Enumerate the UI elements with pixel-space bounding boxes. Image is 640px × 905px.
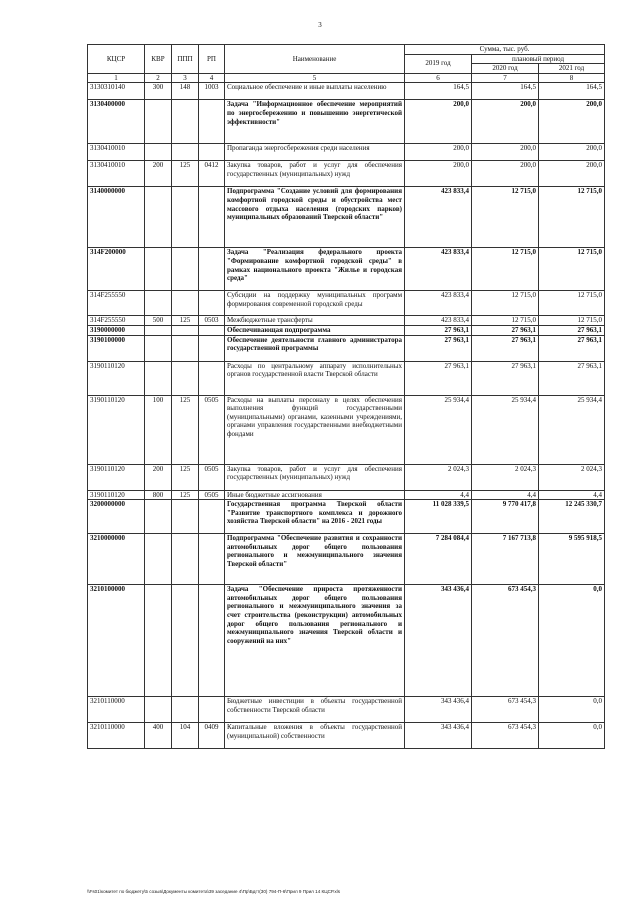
sum-2020-cell: 4,4 [472, 490, 539, 500]
rp-cell [199, 500, 225, 534]
sum-2021-cell: 25 934,4 [539, 395, 605, 464]
header-kcsr: КЦСР [88, 45, 145, 74]
sum-2019-cell: 200,0 [405, 161, 472, 187]
sum-2021-cell: 200,0 [539, 161, 605, 187]
name-cell: Межбюджетные трансферты [225, 316, 405, 326]
ppp-cell: 148 [172, 83, 199, 100]
sum-2019-cell: 423 833,4 [405, 187, 472, 248]
kcsr-cell: 3210110000 [88, 697, 145, 723]
table-row [88, 144, 605, 161]
table-row [88, 316, 605, 326]
header-ppp: ППП [172, 45, 199, 74]
rp-cell [199, 144, 225, 161]
kvr-cell [145, 325, 172, 335]
index-cell: 1 [88, 73, 145, 83]
sum-2019-cell: 343 436,4 [405, 585, 472, 697]
kcsr-cell: 3210000000 [88, 534, 145, 585]
kcsr-cell: 3190110120 [88, 490, 145, 500]
sum-2020-cell: 673 454,3 [472, 585, 539, 697]
name-cell: Иные бюджетные ассигнования [225, 490, 405, 500]
index-cell: 8 [539, 73, 605, 83]
kvr-cell [145, 335, 172, 361]
kcsr-cell: 3190110120 [88, 395, 145, 464]
sum-2019-cell: 11 028 339,5 [405, 500, 472, 534]
table-row [88, 361, 605, 395]
rp-cell [199, 291, 225, 316]
ppp-cell: 125 [172, 161, 199, 187]
rp-cell [199, 335, 225, 361]
name-cell: Задача "Информационное обеспечение мероприятий по энергосбережению и повышению энергетической эффективности" [225, 100, 405, 144]
kcsr-cell: 3190110120 [88, 361, 145, 395]
sum-2021-cell: 12 715,0 [539, 248, 605, 291]
ppp-cell [172, 325, 199, 335]
index-cell: 5 [225, 73, 405, 83]
table-row [88, 100, 605, 144]
table-row [88, 187, 605, 248]
table-row [88, 395, 605, 464]
kcsr-cell: 3200000000 [88, 500, 145, 534]
ppp-cell [172, 585, 199, 697]
sum-2020-cell: 7 167 713,8 [472, 534, 539, 585]
table-row [88, 83, 605, 100]
sum-2020-cell: 200,0 [472, 161, 539, 187]
index-cell: 7 [472, 73, 539, 83]
rp-cell: 1003 [199, 83, 225, 100]
rp-cell: 0505 [199, 395, 225, 464]
sum-2019-cell: 164,5 [405, 83, 472, 100]
kcsr-cell: 314F255550 [88, 291, 145, 316]
kvr-cell: 500 [145, 316, 172, 326]
page-number: 3 [318, 21, 322, 29]
name-cell: Закупка товаров, работ и услуг для обеспечения государственных (муниципальных) нужд [225, 161, 405, 187]
kcsr-cell: 3130410010 [88, 161, 145, 187]
name-cell: Бюджетные инвестиции в объекты государственной собственности Тверской области [225, 697, 405, 723]
rp-cell: 0412 [199, 161, 225, 187]
table-body [88, 83, 605, 749]
header-2019: 2019 год [405, 54, 472, 73]
sum-2021-cell: 0,0 [539, 585, 605, 697]
sum-2019-cell: 4,4 [405, 490, 472, 500]
sum-2020-cell: 27 963,1 [472, 335, 539, 361]
table-row [88, 585, 605, 697]
kvr-cell [145, 144, 172, 161]
name-cell: Социальное обеспечение и иные выплаты населению [225, 83, 405, 100]
sum-2021-cell: 9 595 918,5 [539, 534, 605, 585]
name-cell: Расходы по центральному аппарату исполнительных органов государственной власти Тверской области [225, 361, 405, 395]
ppp-cell [172, 534, 199, 585]
name-cell: Подпрограмма "Обеспечение развития и сохранности автомобильных дорог общего пользования регионального и межмуниципального значения Тверской области" [225, 534, 405, 585]
kvr-cell [145, 187, 172, 248]
table-row [88, 248, 605, 291]
sum-2020-cell: 2 024,3 [472, 464, 539, 490]
sum-2021-cell: 4,4 [539, 490, 605, 500]
ppp-cell [172, 697, 199, 723]
header-rp: РП [199, 45, 225, 74]
sum-2020-cell: 12 715,0 [472, 316, 539, 326]
name-cell: Подпрограмма "Создание условий для формирования комфортной городской среды и обустройства мест массового отдыха населения (городских парков) муниципальных образований Тверской области" [225, 187, 405, 248]
header-sum: Сумма, тыс. руб. [405, 45, 605, 55]
table-row [88, 464, 605, 490]
sum-2021-cell: 200,0 [539, 100, 605, 144]
sum-2019-cell: 423 833,4 [405, 291, 472, 316]
ppp-cell [172, 291, 199, 316]
kvr-cell [145, 291, 172, 316]
rp-cell [199, 100, 225, 144]
rp-cell [199, 585, 225, 697]
sum-2021-cell: 12 715,0 [539, 316, 605, 326]
name-cell: Обеспечивающая подпрограмма [225, 325, 405, 335]
ppp-cell: 104 [172, 723, 199, 749]
rp-cell: 0505 [199, 490, 225, 500]
name-cell: Задача "Обеспечение прироста протяженности автомобильных дорог общего пользования регионального и межмуниципального значения за счет строительства (реконструкции) автомобильных дорог общего пользования регионального и межмуниципального значения Тверской области и сооружений на них" [225, 585, 405, 697]
sum-2021-cell: 27 963,1 [539, 335, 605, 361]
rp-cell [199, 361, 225, 395]
sum-2021-cell: 164,5 [539, 83, 605, 100]
kvr-cell [145, 361, 172, 395]
kcsr-cell: 3130400000 [88, 100, 145, 144]
ppp-cell: 125 [172, 395, 199, 464]
sum-2020-cell: 200,0 [472, 100, 539, 144]
table-row [88, 291, 605, 316]
kvr-cell [145, 248, 172, 291]
ppp-cell [172, 335, 199, 361]
ppp-cell [172, 361, 199, 395]
kvr-cell [145, 697, 172, 723]
sum-2020-cell: 27 963,1 [472, 361, 539, 395]
sum-2021-cell: 27 963,1 [539, 361, 605, 395]
kcsr-cell: 3190100000 [88, 335, 145, 361]
sum-2020-cell: 12 715,0 [472, 187, 539, 248]
index-cell: 3 [172, 73, 199, 83]
ppp-cell [172, 100, 199, 144]
kvr-cell: 100 [145, 395, 172, 464]
ppp-cell [172, 500, 199, 534]
index-cell: 2 [145, 73, 172, 83]
sum-2021-cell: 12 245 330,7 [539, 500, 605, 534]
sum-2021-cell: 0,0 [539, 697, 605, 723]
sum-2019-cell: 423 833,4 [405, 316, 472, 326]
table-row [88, 534, 605, 585]
ppp-cell: 125 [172, 490, 199, 500]
sum-2020-cell: 25 934,4 [472, 395, 539, 464]
sum-2019-cell: 27 963,1 [405, 361, 472, 395]
sum-2020-cell: 673 454,3 [472, 697, 539, 723]
kvr-cell: 800 [145, 490, 172, 500]
kvr-cell: 400 [145, 723, 172, 749]
rp-cell: 0505 [199, 464, 225, 490]
rp-cell [199, 534, 225, 585]
ppp-cell: 125 [172, 316, 199, 326]
kcsr-cell: 3130410010 [88, 144, 145, 161]
sum-2019-cell: 7 284 084,4 [405, 534, 472, 585]
name-cell: Государственная программа Тверской области "Развитие транспортного комплекса и дорожного хозяйства Тверской области" на 2016 - 2021 годы [225, 500, 405, 534]
rp-cell [199, 697, 225, 723]
budget-table [87, 44, 605, 749]
sum-2019-cell: 343 436,4 [405, 723, 472, 749]
kvr-cell: 200 [145, 464, 172, 490]
name-cell: Обеспечение деятельности главного администратора государственной программы [225, 335, 405, 361]
kvr-cell: 300 [145, 83, 172, 100]
kcsr-cell: 314F200000 [88, 248, 145, 291]
sum-2021-cell: 0,0 [539, 723, 605, 749]
sum-2019-cell: 423 833,4 [405, 248, 472, 291]
kvr-cell [145, 585, 172, 697]
header-name: Наименование [225, 45, 405, 74]
sum-2020-cell: 27 963,1 [472, 325, 539, 335]
sum-2020-cell: 200,0 [472, 144, 539, 161]
sum-2019-cell: 200,0 [405, 144, 472, 161]
name-cell: Пропаганда энергосбережения среди населения [225, 144, 405, 161]
sum-2019-cell: 27 963,1 [405, 325, 472, 335]
rp-cell [199, 187, 225, 248]
kcsr-cell: 314F255550 [88, 316, 145, 326]
file-path-footer: \\Fs01\комитет по бюджету\5 созыв\Документы комитета\39 заседание 4\Пр\Бдгт(30) 794-П-6\Прил 9 Прил 14 КЦСР.xls [87, 889, 340, 894]
kvr-cell: 200 [145, 161, 172, 187]
ppp-cell [172, 187, 199, 248]
kcsr-cell: 3190110120 [88, 464, 145, 490]
sum-2019-cell: 27 963,1 [405, 335, 472, 361]
rp-cell [199, 325, 225, 335]
kcsr-cell: 3140000000 [88, 187, 145, 248]
sum-2019-cell: 200,0 [405, 100, 472, 144]
sum-2021-cell: 12 715,0 [539, 187, 605, 248]
rp-cell: 0503 [199, 316, 225, 326]
table-row [88, 161, 605, 187]
sum-2021-cell: 2 024,3 [539, 464, 605, 490]
name-cell: Капитальные вложения в объекты государственной (муниципальной) собственности [225, 723, 405, 749]
index-cell: 4 [199, 73, 225, 83]
sum-2021-cell: 27 963,1 [539, 325, 605, 335]
kvr-cell [145, 100, 172, 144]
name-cell: Расходы на выплаты персоналу в целях обеспечения выполнения функций государственными (муниципальными) органами, казенными учреждениями, органами управления государственными внебюджетными фондами [225, 395, 405, 464]
name-cell: Задача "Реализация федерального проекта "Формирование комфортной городской среды" в рамках национального проекта "Жилье и городская среда" [225, 248, 405, 291]
table-row [88, 335, 605, 361]
table-row [88, 723, 605, 749]
table-row [88, 490, 605, 500]
header-2021: 2021 год [539, 64, 605, 74]
sum-2020-cell: 12 715,0 [472, 291, 539, 316]
ppp-cell [172, 144, 199, 161]
sum-2020-cell: 12 715,0 [472, 248, 539, 291]
kvr-cell [145, 500, 172, 534]
table-row [88, 697, 605, 723]
table-row [88, 325, 605, 335]
sum-2019-cell: 2 024,3 [405, 464, 472, 490]
kcsr-cell: 3190000000 [88, 325, 145, 335]
kvr-cell [145, 534, 172, 585]
rp-cell [199, 248, 225, 291]
table-row [88, 500, 605, 534]
sum-2021-cell: 12 715,0 [539, 291, 605, 316]
header-2020: 2020 год [472, 64, 539, 74]
sum-2019-cell: 343 436,4 [405, 697, 472, 723]
index-cell: 6 [405, 73, 472, 83]
header-plan: плановый период [472, 54, 605, 64]
name-cell: Субсидии на поддержку муниципальных программ формирования современной городской среды [225, 291, 405, 316]
sum-2020-cell: 9 770 417,8 [472, 500, 539, 534]
sum-2020-cell: 673 454,3 [472, 723, 539, 749]
rp-cell: 0409 [199, 723, 225, 749]
ppp-cell [172, 248, 199, 291]
sum-2021-cell: 200,0 [539, 144, 605, 161]
sum-2019-cell: 25 934,4 [405, 395, 472, 464]
kcsr-cell: 3210110000 [88, 723, 145, 749]
kcsr-cell: 3210100000 [88, 585, 145, 697]
kcsr-cell: 3130310140 [88, 83, 145, 100]
header-kvr: КВР [145, 45, 172, 74]
sum-2020-cell: 164,5 [472, 83, 539, 100]
ppp-cell: 125 [172, 464, 199, 490]
name-cell: Закупка товаров, работ и услуг для обеспечения государственных (муниципальных) нужд [225, 464, 405, 490]
